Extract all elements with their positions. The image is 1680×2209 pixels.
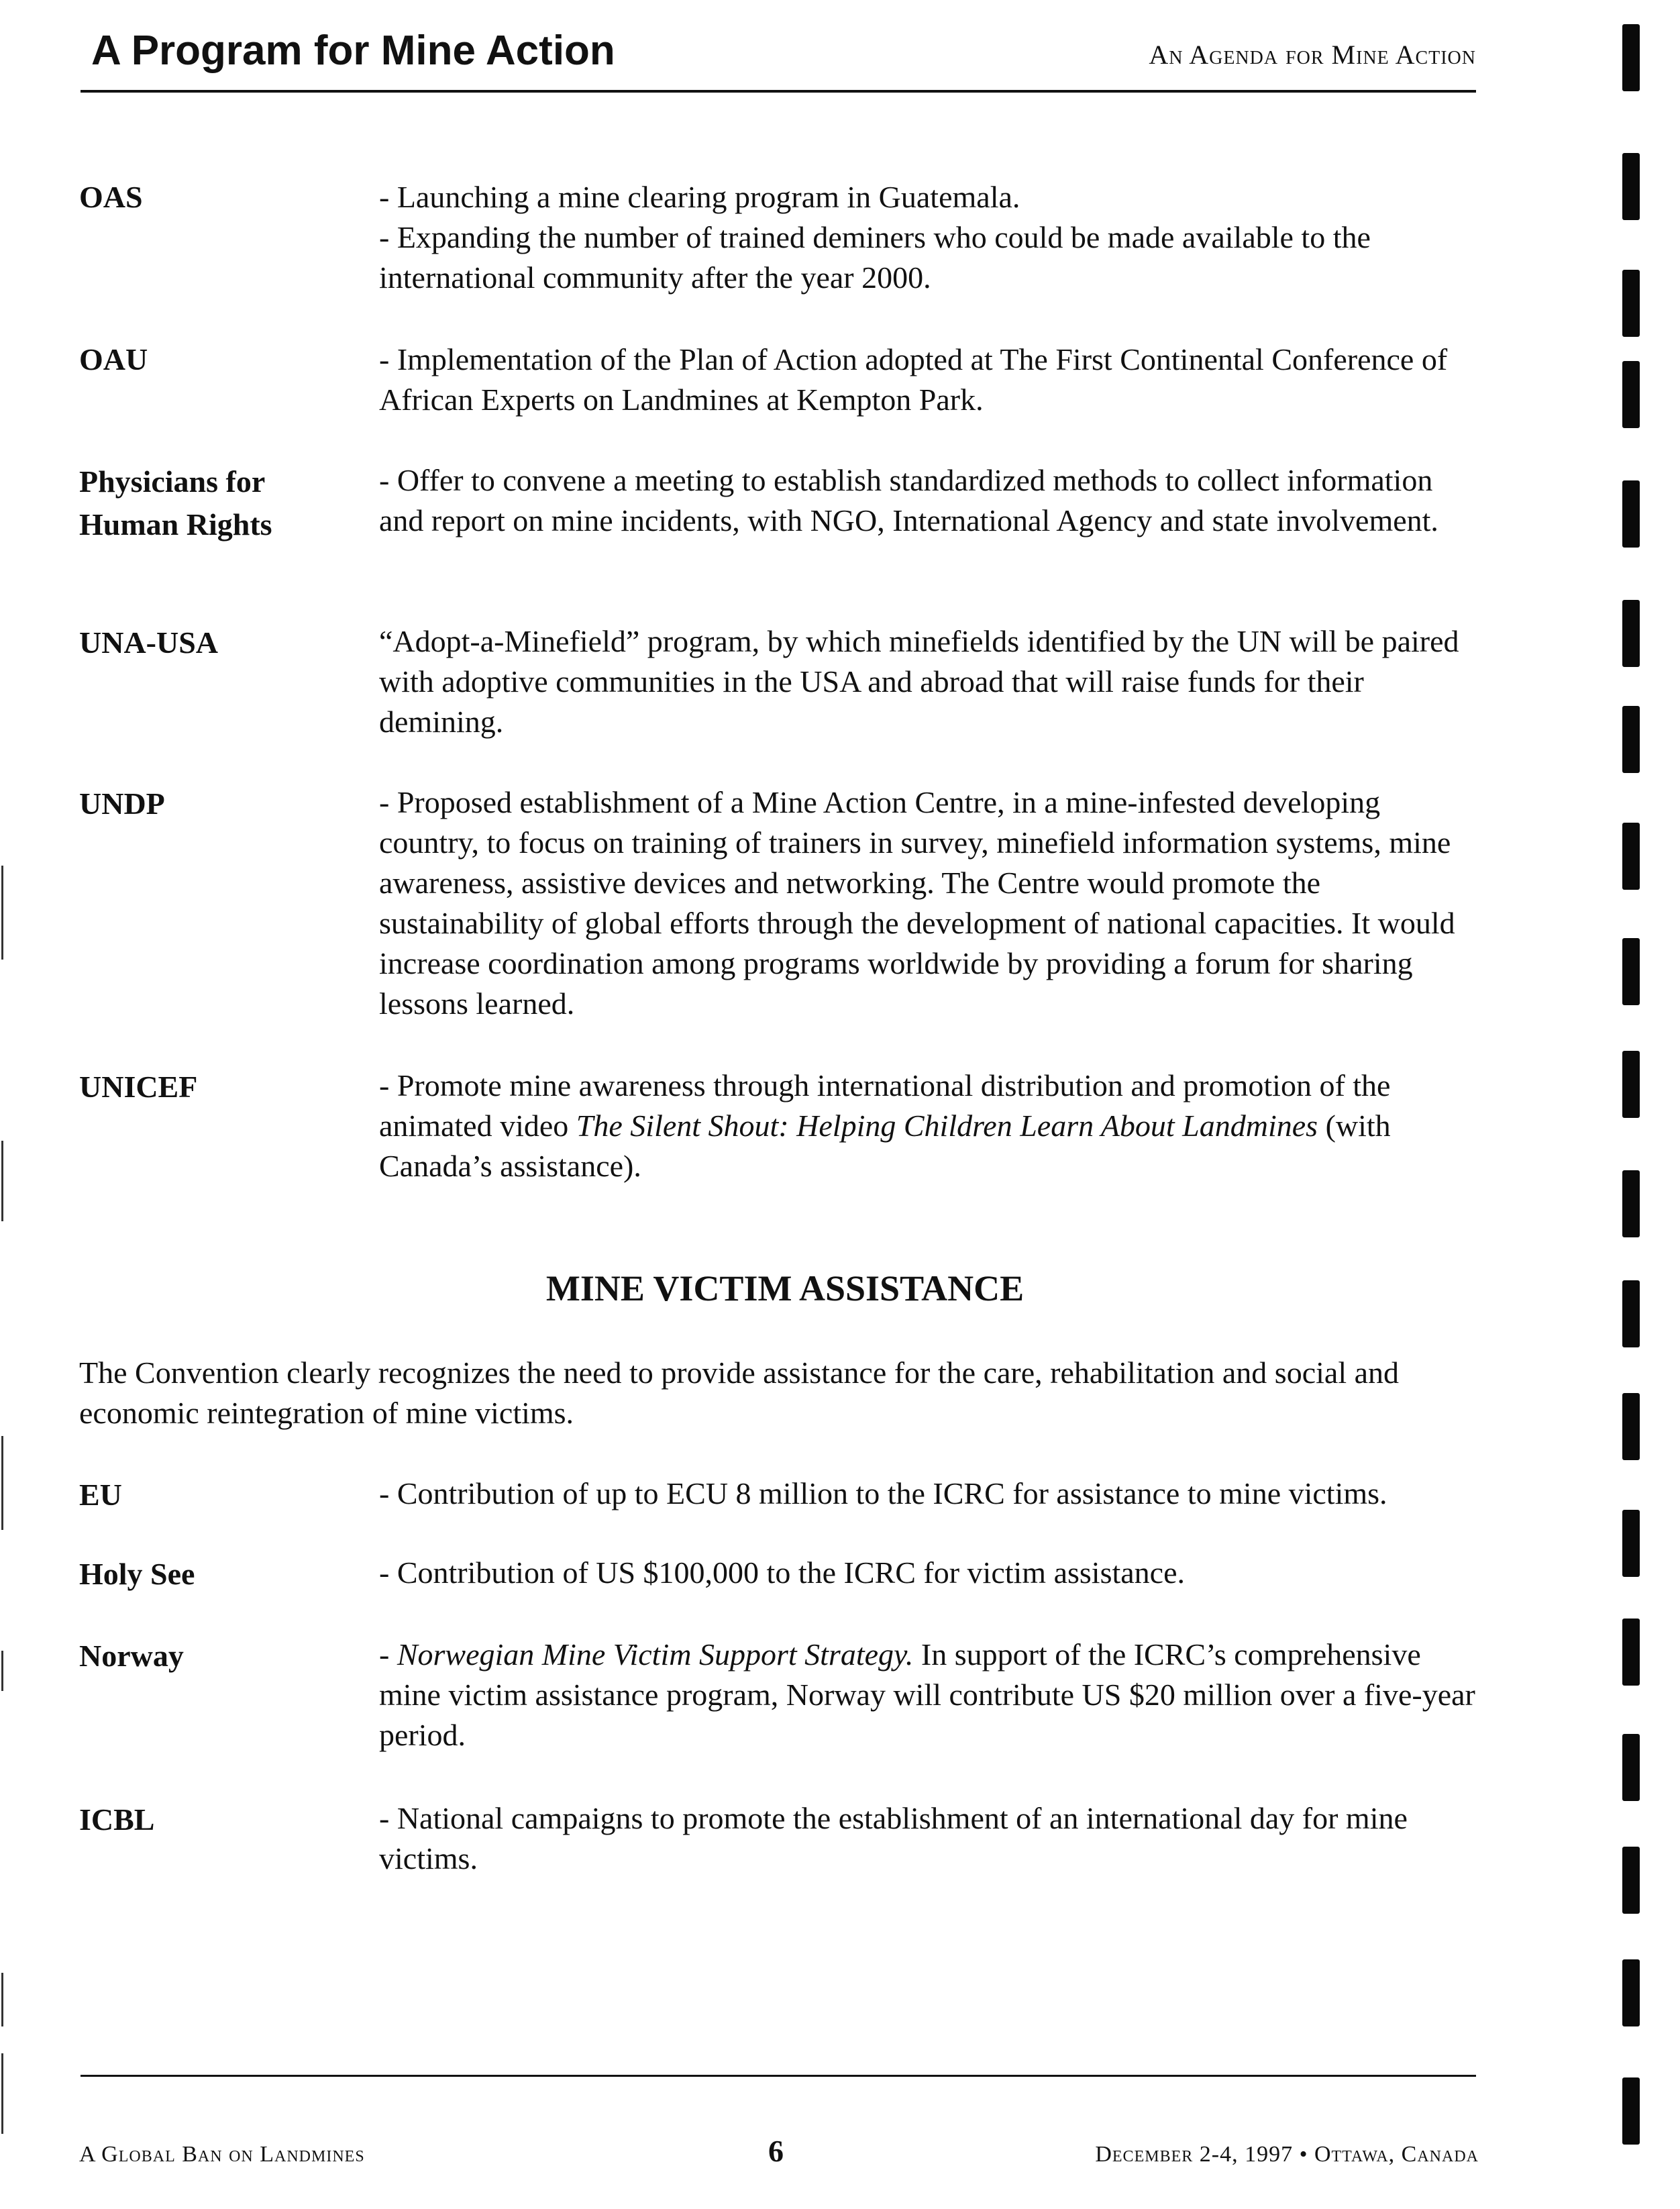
org-name-icbl: ICBL	[79, 1802, 155, 1837]
footer-left: A Global Ban on Landmines	[79, 2142, 365, 2167]
binding-mark	[1622, 706, 1640, 773]
description-text: - Promote mine awareness through international distribution and promotion of the animated video	[379, 1068, 1391, 1143]
page-header-right: An Agenda for Mine Action	[1149, 40, 1476, 70]
org-description-undp	[379, 782, 1479, 1024]
binding-mark	[1622, 1170, 1640, 1237]
org-description-holy-see: - Contribution of US $100,000 to the ICRC for victim assistance.	[379, 1555, 1186, 1590]
margin-line	[1, 1141, 3, 1221]
org-name-una-usa: UNA-USA	[79, 625, 218, 660]
org-description-unicef	[379, 1066, 1479, 1186]
org-description-norway	[379, 1635, 1479, 1755]
binding-mark	[1622, 1619, 1640, 1686]
org-name-oas: OAS	[79, 180, 143, 214]
margin-line	[1, 1651, 3, 1691]
org-name-norway: Norway	[79, 1639, 184, 1673]
description-line	[379, 1635, 1479, 1755]
footer-right: December 2-4, 1997 • Ottawa, Canada	[1095, 2142, 1479, 2167]
description-line: “Adopt-a-Minefield” program, by which minefields identified by the UN will be paired with adoptive communities in the USA and abroad that will raise funds for their demining.	[379, 624, 1459, 739]
description-text: (with Canada’s assistance).	[379, 1109, 1391, 1183]
description-line	[379, 1066, 1479, 1186]
org-description-oau	[379, 340, 1479, 420]
org-name-holy-see: Holy See	[79, 1557, 195, 1591]
binding-mark	[1622, 600, 1640, 667]
section-intro: The Convention clearly recognizes the need to provide assistance for the care, rehabilitation and social and economic reintegration of mine victims.	[79, 1355, 1400, 1430]
strategy-title: - Norwegian Mine Victim Support Strategy.	[379, 1637, 914, 1672]
binding-mark	[1622, 361, 1640, 428]
org-description-oas	[379, 177, 1479, 298]
org-name-undp: UNDP	[79, 786, 165, 821]
binding-mark	[1622, 270, 1640, 337]
binding-mark	[1622, 24, 1640, 91]
page-number: 6	[768, 2134, 784, 2168]
binding-mark	[1622, 1734, 1640, 1801]
binding-mark	[1622, 480, 1640, 548]
org-description-una-usa	[379, 621, 1479, 742]
description-line: - Launching a mine clearing program in Guatemala.	[379, 180, 1020, 214]
binding-mark	[1622, 823, 1640, 890]
footer-rule	[81, 2075, 1476, 2077]
org-name-eu: EU	[79, 1478, 122, 1512]
header-rule	[81, 90, 1476, 93]
section-heading: MINE VICTIM ASSISTANCE	[545, 1268, 1025, 1308]
binding-mark	[1622, 1280, 1640, 1347]
binding-mark	[1622, 1959, 1640, 2026]
org-name-physicians-for-human-rights: Physicians for Human Rights	[79, 464, 272, 542]
org-description-eu: - Contribution of up to ECU 8 million to the ICRC for assistance to mine victims.	[379, 1476, 1387, 1510]
margin-line	[1, 1973, 3, 2026]
margin-line	[1, 2053, 3, 2134]
binding-mark	[1622, 2077, 1640, 2145]
description-line: - Expanding the number of trained deminers who could be made available to the international community after the year 2000.	[379, 220, 1371, 295]
binding-mark	[1622, 1393, 1640, 1460]
binding-mark	[1622, 1051, 1640, 1118]
binding-mark	[1622, 938, 1640, 1005]
page-header-title: A Program for Mine Action	[91, 28, 615, 74]
video-title: The Silent Shout: Helping Children Learn About Landmines	[576, 1109, 1318, 1143]
binding-mark	[1622, 153, 1640, 220]
org-description-icbl: - National campaigns to promote the establishment of an international day for mine victims.	[379, 1801, 1408, 1876]
org-name-oau: OAU	[79, 342, 148, 376]
binding-mark	[1622, 1510, 1640, 1577]
margin-line	[1, 1436, 3, 1530]
description-text: In support of the ICRC’s comprehensive mine victim assistance program, Norway will contribute US $20 million over a five-year period.	[379, 1637, 1475, 1752]
description-line: - Offer to convene a meeting to establish standardized methods to collect information and report on mine incidents, with NGO, International Agency and state involvement.	[379, 463, 1438, 537]
margin-line	[1, 866, 3, 960]
binding-mark	[1622, 1847, 1640, 1914]
org-description-physicians-for-human-rights	[379, 460, 1479, 541]
org-name-unicef: UNICEF	[79, 1070, 198, 1104]
description-line: - Implementation of the Plan of Action adopted at The First Continental Conference of African Experts on Landmines at Kempton Park.	[379, 342, 1448, 417]
description-line: - Proposed establishment of a Mine Action Centre, in a mine-infested developing country, to focus on training of trainers in survey, minefield information systems, mine awareness, assistive devices and networking. The Centre would promote the sustainability of global efforts through the development of national capacities. It would increase coordination among programs worldwide by providing a forum for sharing lessons learned.	[379, 785, 1455, 1021]
